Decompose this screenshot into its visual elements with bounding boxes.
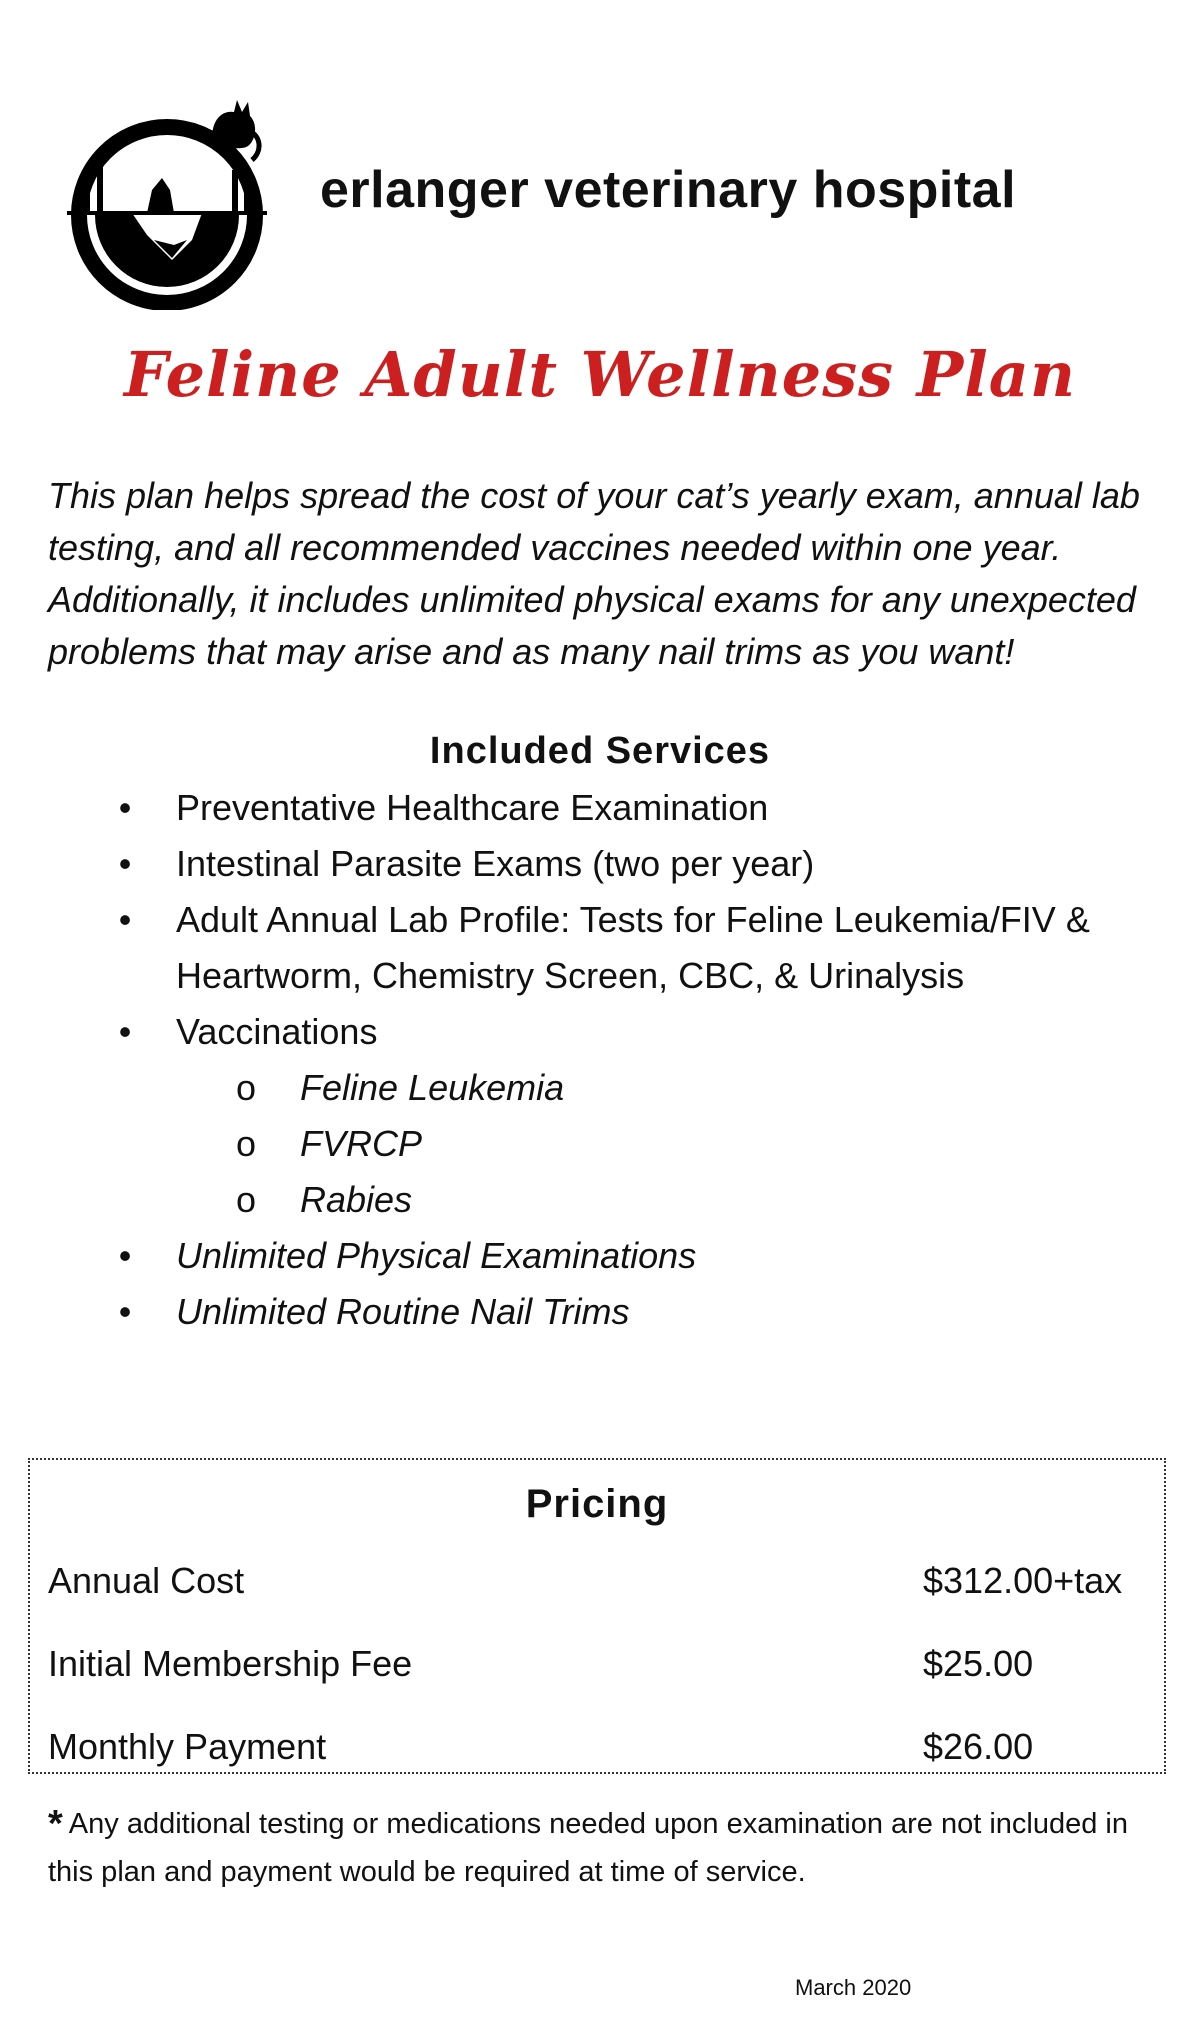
service-text: Unlimited Routine Nail Trims: [176, 1291, 630, 1332]
price-label: Annual Cost: [48, 1560, 245, 1601]
asterisk-icon: *: [48, 1803, 63, 1845]
bullet-icon: •: [118, 843, 132, 884]
price-value: $26.00: [923, 1726, 1034, 1767]
list-item: [110, 1004, 1180, 1228]
sub-list-item: [236, 1060, 1180, 1116]
bullet-icon: •: [118, 1235, 132, 1276]
cat-circle-logo-icon: [62, 90, 282, 310]
service-text: Unlimited Physical Examinations: [176, 1235, 697, 1276]
bullet-icon: •: [118, 1291, 132, 1332]
service-text: Intestinal Parasite Exams (two per year): [176, 843, 815, 884]
bullet-icon: •: [118, 787, 132, 828]
price-value: $312.00+tax: [923, 1560, 1123, 1601]
list-item: [110, 1284, 1180, 1340]
vaccine-text: FVRCP: [300, 1123, 423, 1164]
hospital-name: erlanger veterinary hospital: [320, 161, 1017, 219]
plan-title: Feline Adult Wellness Plan: [123, 338, 1077, 411]
vaccinations-sublist: [176, 1060, 1180, 1228]
pricing-heading: Pricing: [525, 1482, 669, 1526]
bullet-icon: •: [118, 1011, 132, 1052]
vaccine-text: Rabies: [300, 1179, 413, 1220]
document-date: March 2020: [795, 1975, 912, 2000]
service-text: Preventative Healthcare Examination: [176, 787, 769, 828]
price-value: $25.00: [923, 1643, 1034, 1684]
list-item: [110, 1228, 1180, 1284]
service-text: Vaccinations: [176, 1011, 378, 1052]
circle-bullet-icon: o: [236, 1067, 257, 1108]
vaccine-text: Feline Leukemia: [300, 1067, 565, 1108]
services-list: [110, 780, 1180, 1340]
price-label: Monthly Payment: [48, 1726, 327, 1767]
services-heading: Included Services: [429, 730, 771, 772]
hospital-logo: [62, 90, 282, 310]
bullet-icon: •: [118, 899, 132, 940]
pricing-box: [28, 1458, 1166, 1774]
circle-bullet-icon: o: [236, 1123, 257, 1164]
footnote-text: Any additional testing or medications needed upon examination are not included in this plan and payment would be required at time of service.: [48, 1808, 1129, 1888]
footnote: [48, 1800, 1158, 1896]
price-label: Initial Membership Fee: [48, 1643, 413, 1684]
service-text: Adult Annual Lab Profile: Tests for Feline Leukemia/FIV & Heartworm, Chemistry Screen, CBC, & Urinalysis: [176, 899, 1090, 996]
sub-list-item: [236, 1116, 1180, 1172]
circle-bullet-icon: o: [236, 1179, 257, 1220]
list-item: [110, 780, 1180, 836]
sub-list-item: [236, 1172, 1180, 1228]
list-item: [110, 836, 1180, 892]
list-item: [110, 892, 1180, 1004]
intro-paragraph: This plan helps spread the cost of your cat’s yearly exam, annual lab testing, and all recommended vaccines needed within one year. Additionally, it includes unlimited physical exams for any unexpected problems that may arise and as many nail trims as you want!: [48, 475, 1140, 672]
